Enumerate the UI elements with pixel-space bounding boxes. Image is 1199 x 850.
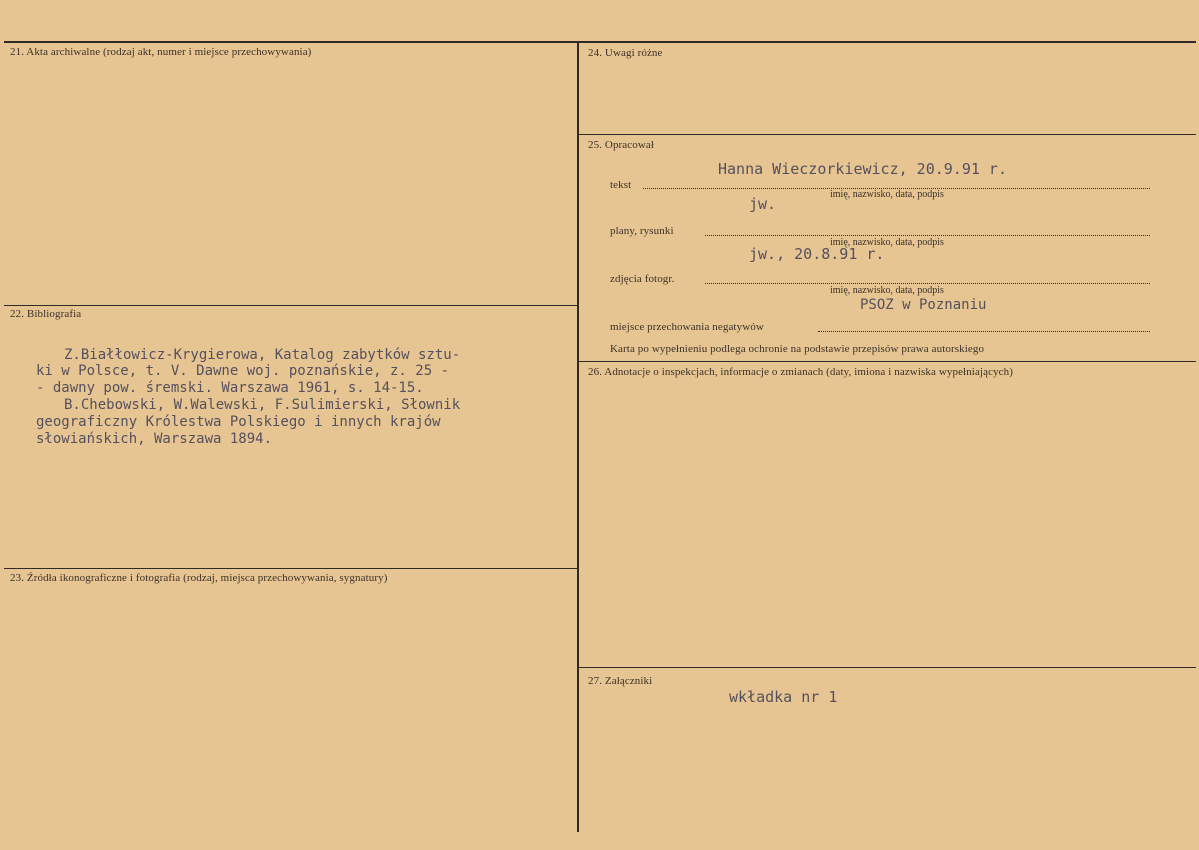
- tekst-value: Hanna Wieczorkiewicz, 20.9.91 r.: [718, 160, 1007, 178]
- bibliography-line: - dawny pow. śremski. Warszawa 1961, s. 14-15.: [36, 380, 424, 396]
- tekst-label: tekst: [610, 179, 632, 191]
- section-22-label: 22. Bibliografia: [10, 308, 82, 320]
- plany-value: jw.: [749, 195, 777, 213]
- bibliography-line: geograficzny Królestwa Polskiego i innych krajów: [36, 414, 441, 430]
- miejsce-value: PSOZ w Poznaniu: [860, 297, 987, 313]
- karta-note: Karta po wypełnieniu podlega ochronie na podstawie przepisów prawa autorskiego: [610, 343, 985, 355]
- zdjecia-value: jw., 20.8.91 r.: [749, 245, 885, 263]
- bibliography-line: ki w Polsce, t. V. Dawne woj. poznańskie, z. 25 -: [36, 363, 450, 379]
- section-24-label: 24. Uwagi różne: [588, 47, 663, 59]
- bibliography-line: słowiańskich, Warszawa 1894.: [36, 431, 273, 447]
- zdjecia-dotted-line: [705, 283, 1150, 284]
- zdjecia-label: zdjęcia fotogr.: [610, 273, 675, 285]
- section-27-label: 27. Załączniki: [588, 675, 653, 687]
- plany-dotted-line: [705, 235, 1150, 236]
- rule-24-25: [578, 134, 1196, 135]
- bibliography-line: Z.Białłowicz-Krygierowa, Katalog zabytków sztu-: [64, 347, 461, 363]
- plany-label: plany, rysunki: [610, 225, 674, 237]
- section-26-label: 26. Adnotacje o inspekcjach, informacje o zmianach (daty, imiona i nazwiska wypełniających): [588, 366, 1014, 378]
- attachments-value: wkładka nr 1: [729, 688, 838, 706]
- rule-26-27: [578, 667, 1196, 668]
- tekst-caption: imię, nazwisko, data, podpis: [830, 189, 944, 200]
- vertical-divider: [577, 42, 579, 832]
- section-21-label: 21. Akta archiwalne (rodzaj akt, numer i miejsce przechowywania): [10, 46, 312, 58]
- zdjecia-caption: imię, nazwisko, data, podpis: [830, 285, 944, 296]
- miejsce-dotted-line: [818, 331, 1150, 332]
- miejsce-label: miejsce przechowania negatywów: [610, 321, 764, 333]
- plany-caption: imię, nazwisko, data, podpis: [830, 237, 944, 248]
- bibliography-line: B.Chebowski, W.Walewski, F.Sulimierski, Słownik: [64, 397, 461, 413]
- section-23-label: 23. Źródła ikonograficzne i fotografia (rodzaj, miejsca przechowywania, sygnatury): [10, 572, 388, 584]
- rule-22-23: [4, 568, 578, 569]
- rule-21-22: [4, 305, 578, 306]
- top-rule: [4, 41, 1196, 43]
- section-25-label: 25. Opracował: [588, 139, 655, 151]
- rule-25-26: [578, 361, 1196, 362]
